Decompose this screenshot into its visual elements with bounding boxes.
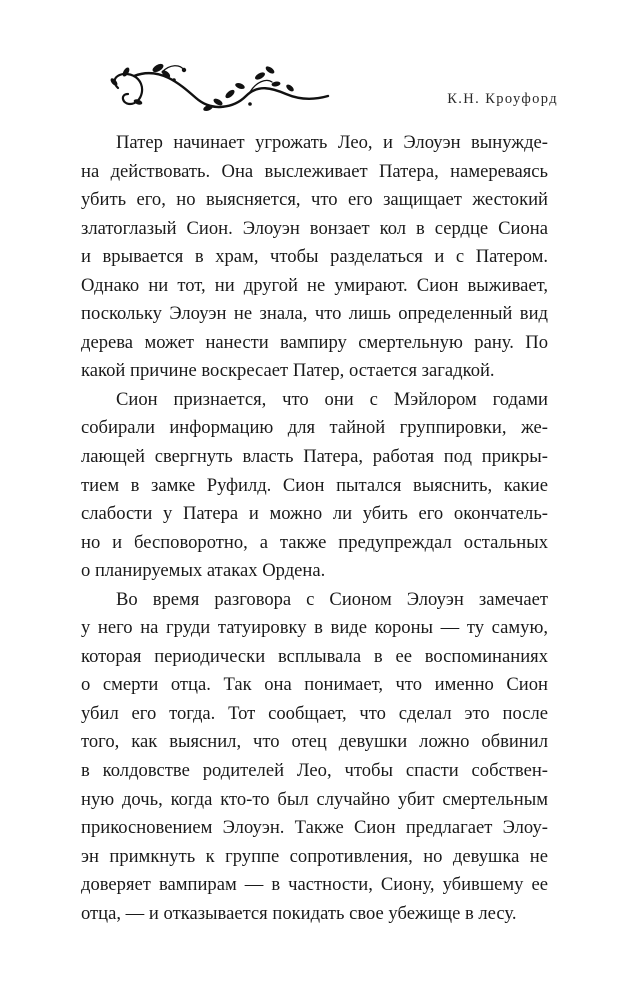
text-line: слабости у Патера и можно ли убить его окончатель- <box>81 503 548 525</box>
text-line: убить его, но выясняется, что его защищает жестокий <box>81 189 548 211</box>
text-line: но и бесповоротно, а также предупреждал остальных <box>81 531 548 553</box>
vine-flourish-icon <box>100 58 332 122</box>
text-line: эн примкнуть к группе сопротивления, но девушка не <box>81 845 548 867</box>
text-line: дерева может нанести вампиру смертельную рану. По <box>81 331 548 353</box>
body-text <box>81 129 548 928</box>
text-line: у него на груди татуировку в виде короны — ту самую, <box>81 617 548 639</box>
text-line: лающей свергнуть власть Патера, работая под прикры- <box>81 446 548 468</box>
text-line: и врывается в храм, чтобы разделаться и с Патером. <box>81 246 548 268</box>
text-line: убил его тогда. Тот сообщает, что сделал это после <box>81 702 548 724</box>
text-line: отца, — и отказывается покидать свое убежище в лесу. <box>81 902 517 924</box>
text-line: тием в замке Руфилд. Сион пытался выяснить, какие <box>81 474 548 496</box>
text-line: поскольку Элоуэн не знала, что лишь определенный вид <box>81 303 548 325</box>
text-line: Патер начинает угрожать Лео, и Элоуэн вынужде- <box>116 132 548 153</box>
text-line: того, как выяснил, что отец девушки ложно обвинил <box>81 731 548 753</box>
text-line: златоглазый Сион. Элоуэн вонзает кол в сердце Сиона <box>81 217 548 239</box>
text-line: прикосновением Элоуэн. Также Сион предлагает Элоу- <box>81 817 548 839</box>
paragraph <box>81 386 548 586</box>
text-line: собирали информацию для тайной группировки, же- <box>81 417 548 439</box>
running-head-author: К.Н. Кроуфорд <box>447 91 558 107</box>
text-line: ную дочь, когда кто-то был случайно убит смертельным <box>81 788 548 810</box>
text-line: о планируемых атаках Ордена. <box>81 560 326 582</box>
text-line: в колдовстве родителей Лео, чтобы спасти собствен- <box>81 760 548 782</box>
text-line: какой причине воскресает Патер, остается загадкой. <box>81 360 495 382</box>
text-line: о смерти отца. Так она понимает, что именно Сион <box>81 674 548 696</box>
text-line: Во время разговора с Сионом Элоуэн замечает <box>116 588 548 610</box>
text-line: Сион признается, что они с Мэйлором годами <box>116 388 548 410</box>
text-line: Однако ни тот, ни другой не умирают. Сион выживает, <box>81 274 548 296</box>
paragraph <box>81 129 548 386</box>
text-line: доверяет вампирам — в частности, Сиону, убившему ее <box>81 874 548 896</box>
text-line: которая периодически всплывала в ее воспоминаниях <box>81 645 548 667</box>
text-line: на действовать. Она выслеживает Патера, намереваясь <box>81 160 548 182</box>
paragraph <box>81 586 548 929</box>
